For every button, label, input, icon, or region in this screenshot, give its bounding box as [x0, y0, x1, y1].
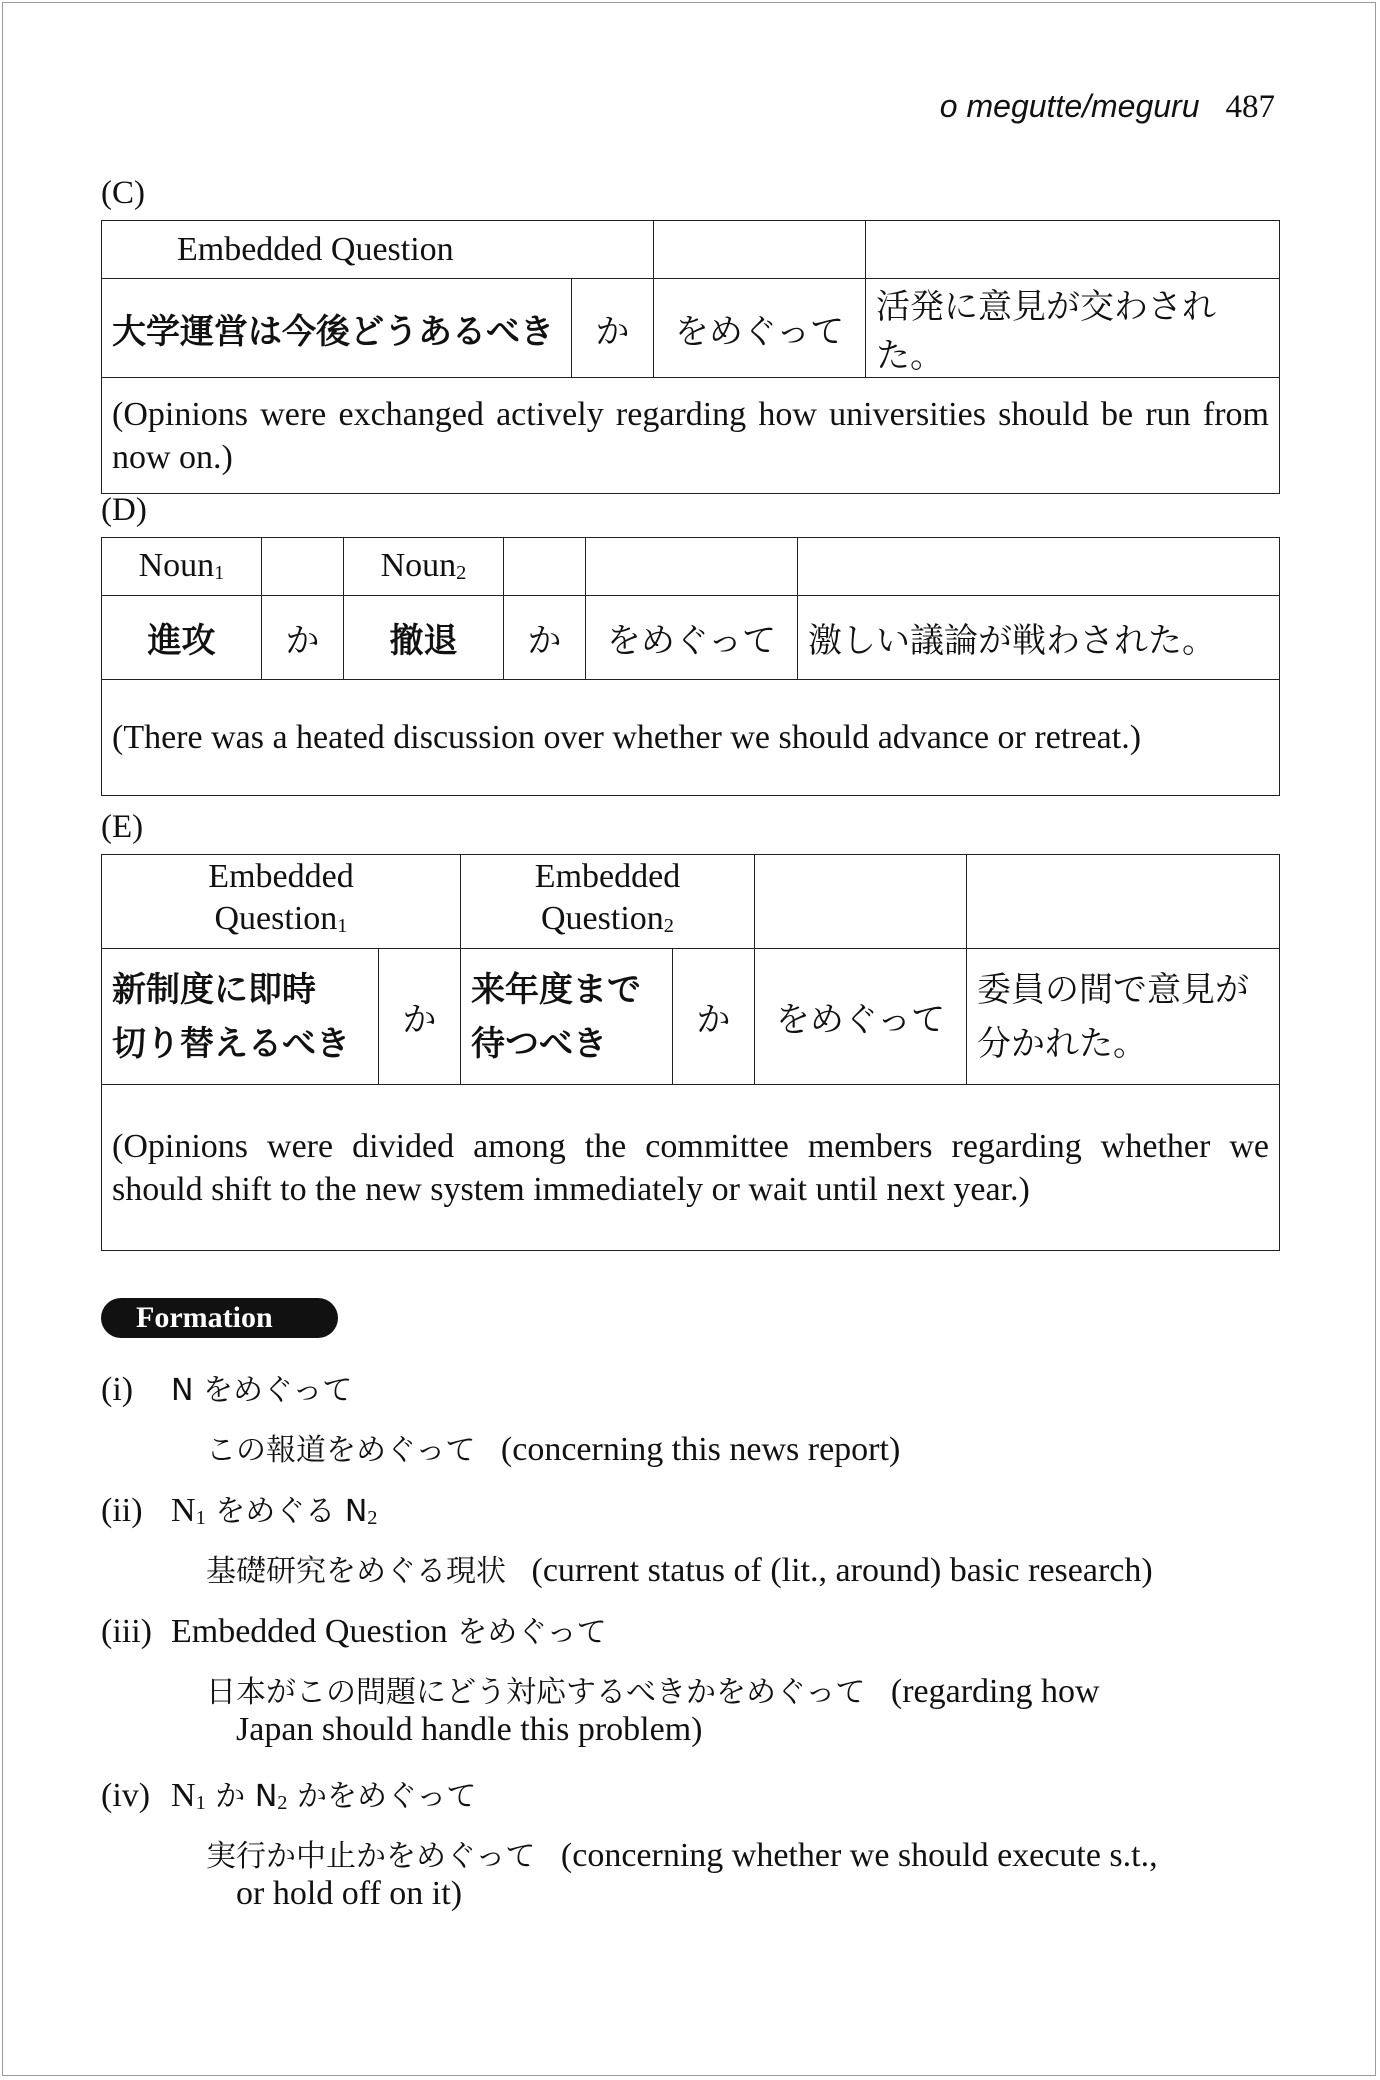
column-head-question2: Embedded Question$_2$ [461, 855, 755, 949]
running-header [940, 88, 1275, 126]
formation-item-1-example: この報道をめぐって (concerning this news report) [206, 1431, 901, 1468]
running-title: o megutte/meguru [939, 88, 1200, 124]
ka-particle-cell: か [379, 949, 461, 1085]
column-head-noun1: Noun$_1$ [102, 538, 262, 596]
section-label-e: (E) [101, 809, 144, 845]
formation-item-3-example-cont: Japan should handle this problem) [236, 1711, 703, 1748]
formation-item-1-pattern: (i) N をめぐって [101, 1371, 353, 1408]
empty-head-cell [798, 538, 1280, 596]
omegutte-cell: をめぐって [755, 949, 967, 1085]
empty-head-cell [654, 221, 866, 279]
empty-head-cell [755, 855, 967, 949]
ka-particle-cell: か [504, 596, 586, 680]
example-table-e [101, 854, 1280, 1251]
omegutte-cell: をめぐって [654, 279, 866, 378]
empty-head-cell [504, 538, 586, 596]
ka-particle-cell: か [262, 596, 344, 680]
formation-item-3-example: 日本がこの問題にどう対応するべきかをめぐって (regarding how [206, 1673, 1100, 1710]
page-number: 487 [1225, 89, 1275, 125]
noun1-cell: 進攻 [102, 596, 262, 680]
empty-head-cell [262, 538, 344, 596]
predicate-cell: 激しい議論が戦わされた。 [798, 596, 1280, 680]
ka-particle-cell: か [572, 279, 654, 378]
question1-cell: 新制度に即時 切り替えるべき [102, 949, 379, 1085]
translation-d: (There was a heated discussion over whether we should advance or retreat.) [102, 680, 1280, 796]
predicate-cell: 活発に意見が交わされた。 [866, 279, 1280, 378]
translation-c: (Opinions were exchanged actively regarding how universities should be run from now on.) [102, 378, 1280, 494]
ka-particle-cell: か [673, 949, 755, 1085]
embedded-question-cell: 大学運営は今後どうあるべき [102, 279, 572, 378]
question2-cell: 来年度まで 待つべき [461, 949, 673, 1085]
formation-item-2-example: 基礎研究をめぐる現状 (current status of (lit., around) basic research) [206, 1552, 1153, 1589]
empty-head-cell [586, 538, 798, 596]
column-head-question1: Embedded Question$_1$ [102, 855, 461, 949]
section-label-d: (D) [101, 492, 147, 528]
empty-head-cell [967, 855, 1280, 949]
formation-item-2-pattern: (ii) $N_1$ をめぐる $N_2$ [101, 1492, 378, 1530]
empty-head-cell [866, 221, 1280, 279]
formation-item-4-pattern: (iv) $N_1$ か $N_2$ かをめぐって [101, 1777, 477, 1815]
section-label-c: (C) [101, 175, 145, 211]
formation-badge: Formation [101, 1298, 338, 1338]
formation-item-4-example: 実行か中止かをめぐって (concerning whether we should execute s.t., [206, 1837, 1158, 1874]
omegutte-cell: をめぐって [586, 596, 798, 680]
formation-item-4-example-cont: or hold off on it) [236, 1875, 463, 1912]
predicate-cell: 委員の間で意見が 分かれた。 [967, 949, 1280, 1085]
column-head-embedded-question: Embedded Question [102, 221, 654, 279]
example-table-c [101, 220, 1280, 494]
example-table-d [101, 537, 1280, 796]
translation-e: (Opinions were divided among the committee members regarding whether we should shift to the new system immediately or wait until next year.) [102, 1085, 1280, 1251]
column-head-noun2: Noun$_2$ [344, 538, 504, 596]
formation-item-3-pattern: (iii) Embedded Question をめぐって [101, 1613, 607, 1650]
noun2-cell: 撤退 [344, 596, 504, 680]
